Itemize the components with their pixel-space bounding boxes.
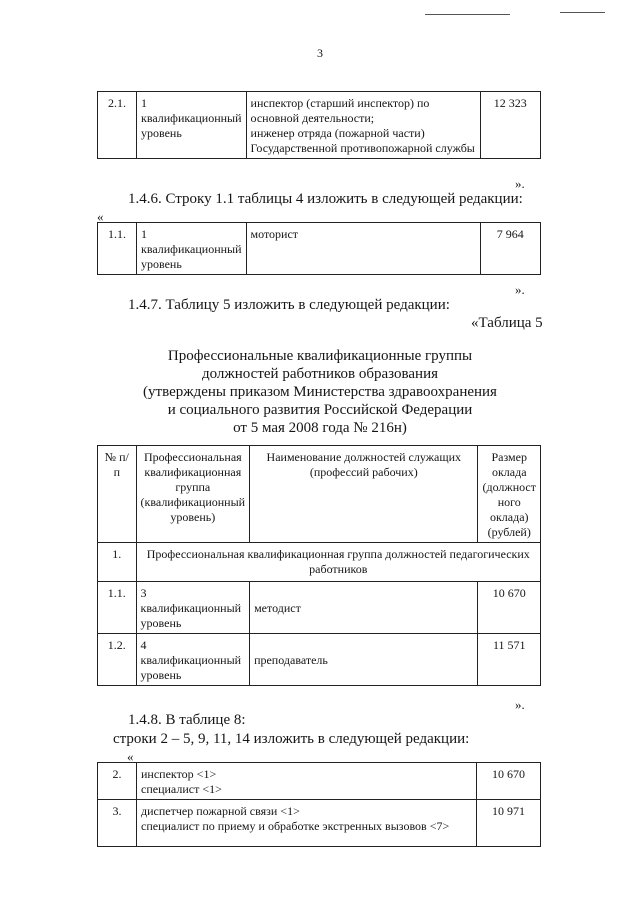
header-group: Профессиональная квалификационная группа (квалификационный уровень) <box>136 446 250 543</box>
positions-cell <box>246 92 480 159</box>
table-section-row <box>98 543 541 582</box>
table-row-1-1 <box>97 222 541 275</box>
table-row <box>98 634 541 686</box>
opening-quote: « <box>127 749 134 764</box>
salary: 10 670 <box>478 582 541 634</box>
section-number: 1. <box>98 543 137 582</box>
position: методист <box>250 582 478 634</box>
table-title-line: от 5 мая 2008 года № 216н) <box>233 420 407 436</box>
position: моторист <box>246 223 480 275</box>
position-line: инженер отряда (пожарной части) <box>250 126 425 140</box>
salary: 11 571 <box>478 634 541 686</box>
table-row <box>98 800 541 847</box>
qualification-level: 4 квалификационный уровень <box>136 634 250 686</box>
position-line: специалист <1> <box>141 782 222 796</box>
table-row <box>98 582 541 634</box>
row-number: 2.1. <box>98 92 137 159</box>
position-line: специалист по приему и обработке экстренных вызовов <7> <box>141 819 450 833</box>
closing-quote: ». <box>515 697 525 712</box>
qualification-level: 1 квалификационный уровень <box>137 223 247 275</box>
table-5 <box>97 445 541 686</box>
table-row <box>98 92 541 159</box>
position-line: Государственной противопожарной службы <box>250 141 475 155</box>
opening-quote: « <box>97 209 104 224</box>
qualification-level: 3 квалификационный уровень <box>136 582 250 634</box>
table-title-line: должностей работников образования <box>201 366 438 382</box>
section-title: Профессиональная квалификационная группа должностей педагогических работников <box>136 543 540 582</box>
salary: 10 971 <box>477 800 541 847</box>
table-row-2-1 <box>97 91 541 159</box>
position-line: инспектор <1> <box>141 767 217 781</box>
row-number: 3. <box>98 800 137 847</box>
closing-quote: ». <box>515 176 525 191</box>
table-title-line: Профессиональные квалификационные группы <box>167 348 473 364</box>
paragraph-1-4-6: 1.4.6. Строку 1.1 таблицы 4 изложить в следующей редакции: <box>128 191 523 207</box>
row-number: 1.2. <box>98 634 137 686</box>
page-number: 3 <box>317 46 323 60</box>
header-positions: Наименование должностей служащих (профессий рабочих) <box>250 446 478 543</box>
row-number: 1.1. <box>98 582 137 634</box>
table-label: «Таблица 5 <box>471 315 543 331</box>
row-number: 1.1. <box>98 223 137 275</box>
paragraph-1-4-8-rows: строки 2 – 5, 9, 11, 14 изложить в следующей редакции: <box>113 731 470 747</box>
paragraph-1-4-7: 1.4.7. Таблицу 5 изложить в следующей редакции: <box>128 297 450 313</box>
table-title-line: и социального развития Российской Федерации <box>167 402 473 418</box>
header-salary: Размер оклада (должност ного оклада) (рублей) <box>478 446 541 543</box>
closing-quote: ». <box>515 282 525 297</box>
header-number: № п/п <box>98 446 137 543</box>
table-title-line: (утверждены приказом Министерства здравоохранения <box>143 384 497 400</box>
positions-cell <box>137 763 477 800</box>
table-row <box>98 223 541 275</box>
salary: 7 964 <box>480 223 540 275</box>
scan-mark-top-2 <box>560 12 605 13</box>
salary: 12 323 <box>480 92 540 159</box>
positions-cell <box>137 800 477 847</box>
scan-mark-top-1 <box>425 14 510 15</box>
row-number: 2. <box>98 763 137 800</box>
position-line: инспектор (старший инспектор) по основной деятельности; <box>250 96 430 125</box>
table-header-row <box>98 446 541 543</box>
paragraph-1-4-8: 1.4.8. В таблице 8: <box>128 712 246 728</box>
qualification-level: 1 квалификационный уровень <box>137 92 247 159</box>
table-row <box>98 763 541 800</box>
table-8 <box>97 762 541 847</box>
position: преподаватель <box>250 634 478 686</box>
salary: 10 670 <box>477 763 541 800</box>
position-line: диспетчер пожарной связи <1> <box>141 804 300 818</box>
